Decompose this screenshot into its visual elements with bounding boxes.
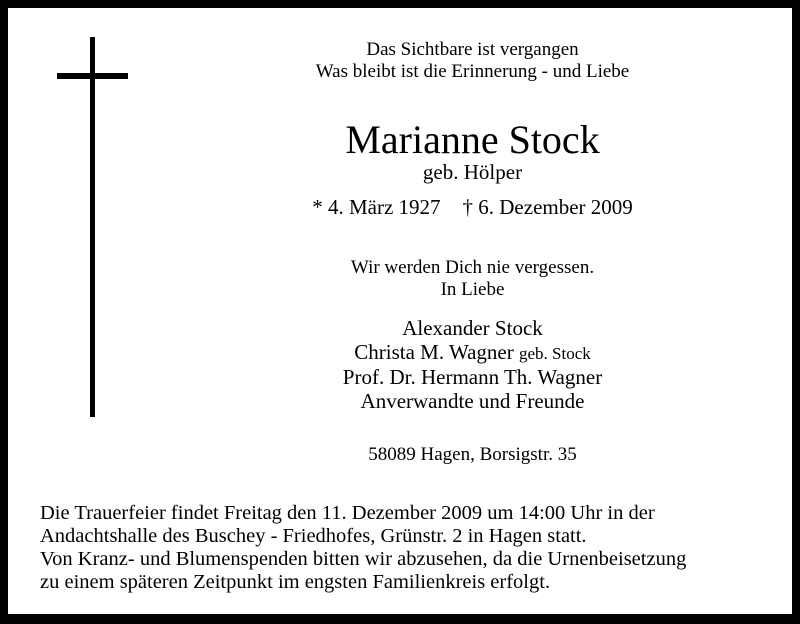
mourner-1: Alexander Stock	[402, 316, 543, 340]
life-dates	[290, 195, 655, 219]
address: 58089 Hagen, Borsigstr. 35	[368, 444, 577, 465]
death-date: † 6. Dezember 2009	[462, 195, 633, 219]
farewell-line-2: In Liebe	[440, 279, 505, 300]
farewell-line-1: Wir werden Dich nie vergessen.	[350, 257, 595, 278]
birth-date: * 4. März 1927	[312, 195, 441, 219]
mourner-3: Prof. Dr. Hermann Th. Wagner	[342, 365, 603, 389]
mourner-2-suffix: geb. Stock	[518, 344, 591, 363]
mourner-2-name: Christa M. Wagner	[354, 340, 514, 364]
notice-line-1: Die Trauerfeier findet Freitag den 11. Dezember 2009 um 14:00 Uhr in der	[40, 502, 655, 524]
deceased-name: Marianne Stock	[345, 117, 600, 162]
mourner-4: Anverwandte und Freunde	[360, 389, 585, 413]
maiden-name: geb. Hölper	[422, 160, 523, 184]
notice-line-4: zu einem späteren Zeitpunkt im engsten Familienkreis erfolgt.	[40, 571, 551, 593]
notice-line-2: Andachtshalle des Buschey - Friedhofes, Grünstr. 2 in Hagen statt.	[40, 525, 587, 547]
obituary-notice	[8, 8, 792, 614]
cross-icon-bar	[57, 73, 128, 79]
mourner-2	[290, 340, 655, 366]
notice-line-3: Von Kranz- und Blumenspenden bitten wir abzusehen, da die Urnenbeisetzung	[40, 548, 687, 570]
cross-icon	[90, 37, 95, 417]
motto-line-2: Was bleibt ist die Erinnerung - und Liebe	[315, 61, 630, 82]
motto-line-1: Das Sichtbare ist vergangen	[366, 39, 579, 60]
